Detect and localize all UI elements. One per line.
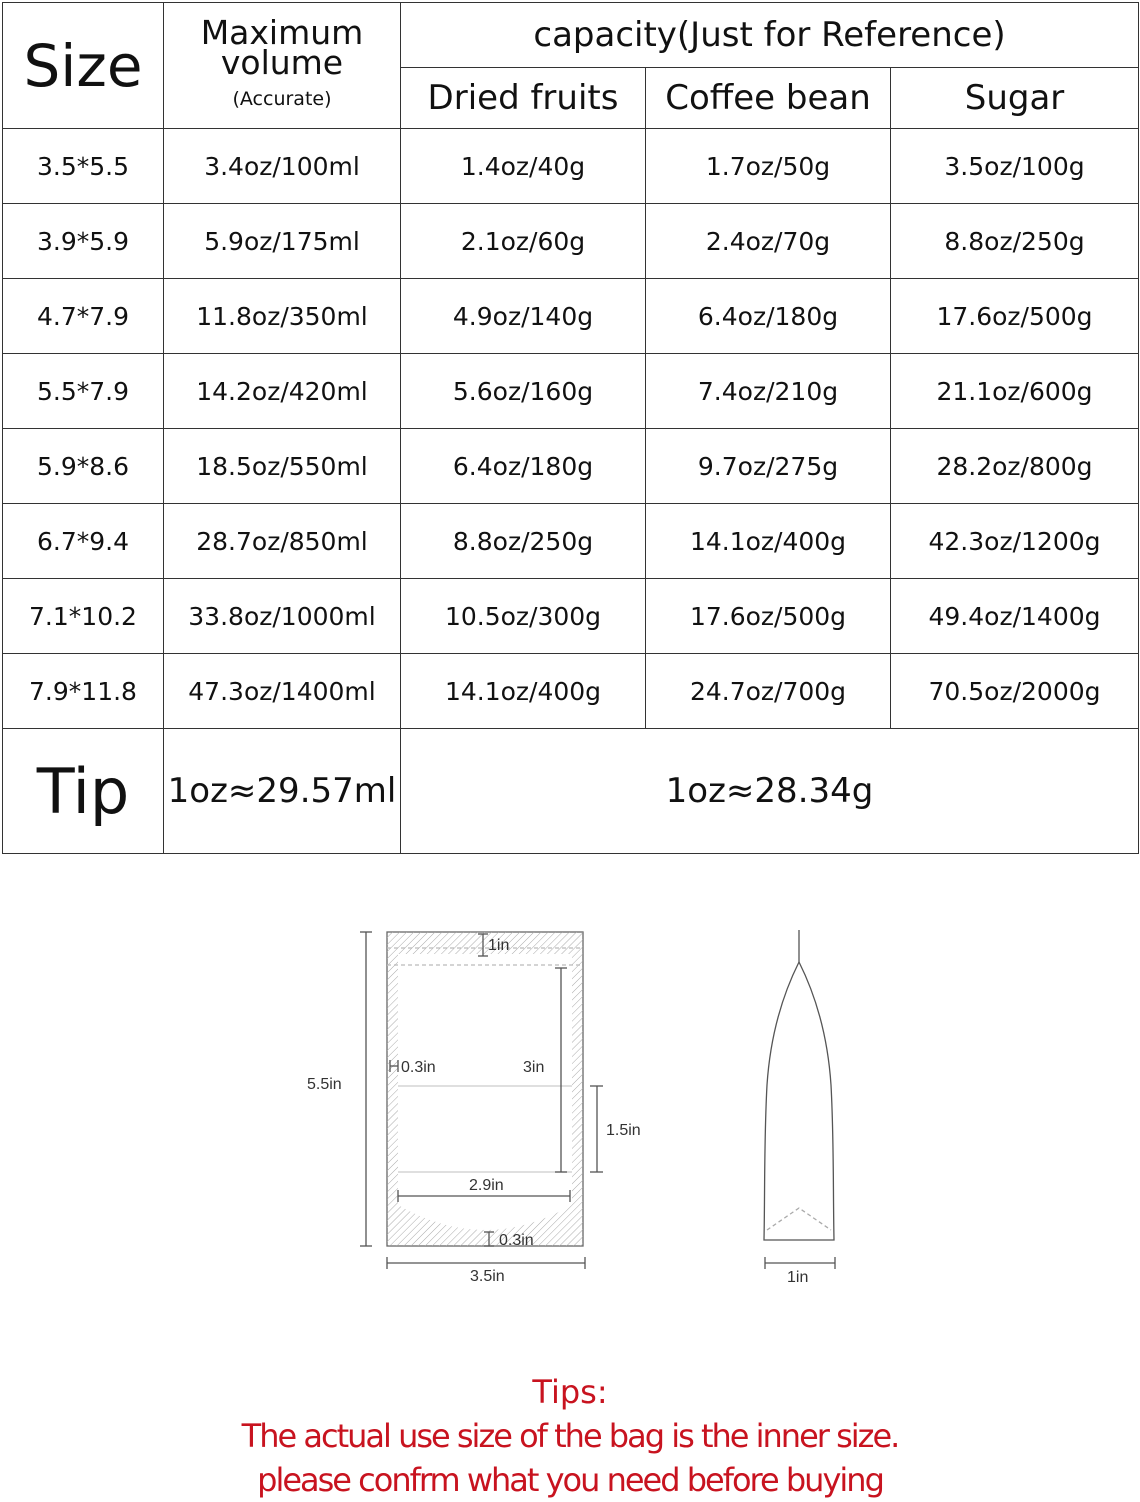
cell-coffee: 24.7oz/700g <box>646 654 891 729</box>
header-coffee-bean: Coffee bean <box>646 68 891 129</box>
cell-volume: 28.7oz/850ml <box>164 504 401 579</box>
table-row <box>3 654 1139 729</box>
table-row <box>3 579 1139 654</box>
cell-dried: 5.6oz/160g <box>401 354 646 429</box>
cell-dried: 8.8oz/250g <box>401 504 646 579</box>
label-inner-height: 3in <box>523 1059 545 1076</box>
cell-volume: 33.8oz/1000ml <box>164 579 401 654</box>
cell-volume: 5.9oz/175ml <box>164 204 401 279</box>
cell-dried: 4.9oz/140g <box>401 279 646 354</box>
header-accurate: (Accurate) <box>232 87 332 110</box>
cell-sugar: 17.6oz/500g <box>891 279 1139 354</box>
label-gusset-height: 1.5in <box>606 1122 641 1139</box>
right-seal-area <box>572 954 583 1246</box>
header-max-volume <box>164 3 401 129</box>
cell-coffee: 7.4oz/210g <box>646 354 891 429</box>
label-total-width: 3.5in <box>470 1268 505 1285</box>
tip-volume-conversion: 1oz≈29.57ml <box>164 729 401 854</box>
tip-weight-conversion: 1oz≈28.34g <box>401 729 1139 854</box>
tip-row <box>3 729 1139 854</box>
cell-size: 7.1*10.2 <box>3 579 164 654</box>
table-row <box>3 279 1139 354</box>
table-row <box>3 429 1139 504</box>
bottom-gusset-area <box>398 1205 572 1246</box>
left-seal-area <box>387 954 398 1246</box>
cell-coffee: 9.7oz/275g <box>646 429 891 504</box>
cell-coffee: 14.1oz/400g <box>646 504 891 579</box>
side-view <box>764 930 835 1269</box>
tips-title: Tips: <box>532 1373 608 1411</box>
top-seal-area <box>387 932 583 954</box>
cell-size: 3.9*5.9 <box>3 204 164 279</box>
tips-line-2: please confrm what you need before buying <box>257 1461 883 1499</box>
label-zipper-gap: 0.3in <box>401 1059 436 1076</box>
cell-sugar: 8.8oz/250g <box>891 204 1139 279</box>
cell-volume: 3.4oz/100ml <box>164 129 401 204</box>
cell-sugar: 28.2oz/800g <box>891 429 1139 504</box>
header-max-volume-label: Maximum volume <box>200 12 364 82</box>
label-inner-width: 2.9in <box>469 1177 504 1194</box>
cell-dried: 14.1oz/400g <box>401 654 646 729</box>
header-sugar: Sugar <box>891 68 1139 129</box>
cell-size: 6.7*9.4 <box>3 504 164 579</box>
cell-size: 7.9*11.8 <box>3 654 164 729</box>
header-dried-fruits: Dried fruits <box>401 68 646 129</box>
cell-dried: 6.4oz/180g <box>401 429 646 504</box>
table-row <box>3 129 1139 204</box>
cell-sugar: 3.5oz/100g <box>891 129 1139 204</box>
bag-dimension-diagram <box>0 900 1140 1300</box>
label-top-seal: 1in <box>488 937 510 954</box>
tip-label: Tip <box>3 729 164 854</box>
size-capacity-table <box>2 2 1139 854</box>
cell-size: 5.9*8.6 <box>3 429 164 504</box>
cell-sugar: 49.4oz/1400g <box>891 579 1139 654</box>
cell-size: 4.7*7.9 <box>3 279 164 354</box>
cell-coffee: 2.4oz/70g <box>646 204 891 279</box>
label-bottom-seal: 0.3in <box>499 1232 534 1249</box>
table-row <box>3 504 1139 579</box>
side-profile <box>764 962 834 1240</box>
bag-outline <box>387 932 583 1246</box>
cell-dried: 1.4oz/40g <box>401 129 646 204</box>
cell-dried: 2.1oz/60g <box>401 204 646 279</box>
cell-sugar: 70.5oz/2000g <box>891 654 1139 729</box>
front-view <box>360 932 603 1269</box>
cell-size: 3.5*5.5 <box>3 129 164 204</box>
label-total-height: 5.5in <box>307 1076 342 1093</box>
cell-sugar: 21.1oz/600g <box>891 354 1139 429</box>
cell-volume: 11.8oz/350ml <box>164 279 401 354</box>
tips-section <box>0 1370 1140 1502</box>
tips-line-1: The actual use size of the bag is the inner size. <box>241 1417 899 1455</box>
cell-dried: 10.5oz/300g <box>401 579 646 654</box>
cell-volume: 18.5oz/550ml <box>164 429 401 504</box>
table-row <box>3 354 1139 429</box>
cell-coffee: 1.7oz/50g <box>646 129 891 204</box>
cell-volume: 47.3oz/1400ml <box>164 654 401 729</box>
cell-coffee: 17.6oz/500g <box>646 579 891 654</box>
label-side-width: 1in <box>787 1269 809 1286</box>
cell-volume: 14.2oz/420ml <box>164 354 401 429</box>
cell-sugar: 42.3oz/1200g <box>891 504 1139 579</box>
cell-size: 5.5*7.9 <box>3 354 164 429</box>
header-size: Size <box>3 3 164 129</box>
table-row <box>3 204 1139 279</box>
header-capacity: capacity(Just for Reference) <box>401 3 1139 68</box>
cell-coffee: 6.4oz/180g <box>646 279 891 354</box>
